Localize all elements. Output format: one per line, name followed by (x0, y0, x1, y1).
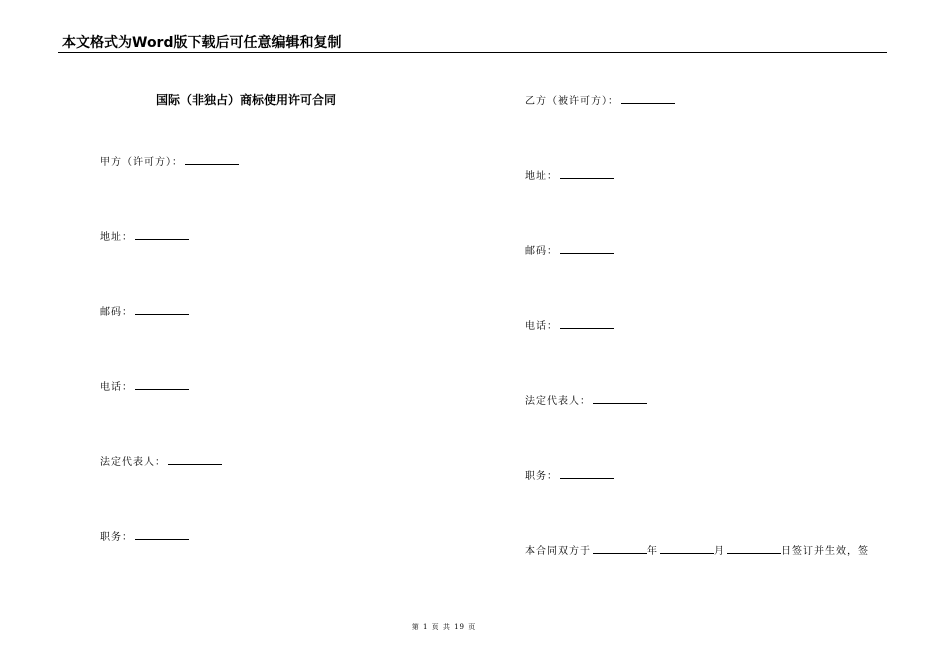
party-b-representative-blank[interactable] (593, 393, 647, 404)
party-a-address-blank[interactable] (135, 229, 189, 240)
party-a-phone-label: 电话： (100, 382, 133, 393)
closing-year-label: 年 (647, 546, 658, 557)
party-a-position-label: 职务： (100, 532, 133, 543)
party-a-blank[interactable] (185, 154, 239, 165)
party-b-phone-field (525, 318, 614, 334)
party-b-blank[interactable] (621, 93, 675, 104)
party-a-postcode-label: 邮码： (100, 307, 133, 318)
party-a-representative-label: 法定代表人： (100, 457, 166, 468)
closing-month-blank[interactable] (660, 543, 714, 554)
document-title: 国际（非独占）商标使用许可合同 (156, 93, 337, 107)
party-a-address-label: 地址： (100, 232, 133, 243)
closing-month-label: 月 (714, 546, 725, 557)
party-b-address-label: 地址： (525, 171, 558, 182)
party-b-postcode-blank[interactable] (560, 243, 614, 254)
closing-suffix: 日签订并生效，签 (781, 546, 869, 557)
party-b-postcode-label: 邮码： (525, 246, 558, 257)
party-b-address-blank[interactable] (560, 168, 614, 179)
header-divider (58, 52, 887, 53)
party-a-field (100, 154, 239, 170)
closing-day-blank[interactable] (727, 543, 781, 554)
party-a-address-field (100, 229, 189, 245)
page-number: 第 1 页 共 19 页 (411, 623, 477, 631)
party-b-position-blank[interactable] (560, 468, 614, 479)
closing-prefix: 本合同双方于 (525, 546, 591, 557)
party-b-label: 乙方（被许可方）： (525, 96, 619, 107)
party-b-postcode-field (525, 243, 614, 259)
party-a-phone-blank[interactable] (135, 379, 189, 390)
closing-sentence (525, 543, 869, 559)
party-b-representative-label: 法定代表人： (525, 396, 591, 407)
party-a-postcode-blank[interactable] (135, 304, 189, 315)
party-b-position-field (525, 468, 614, 484)
party-b-phone-label: 电话： (525, 321, 558, 332)
party-a-position-field (100, 529, 189, 545)
party-b-address-field (525, 168, 614, 184)
party-a-postcode-field (100, 304, 189, 320)
party-a-representative-field (100, 454, 222, 470)
party-b-field (525, 93, 675, 109)
party-b-representative-field (525, 393, 647, 409)
closing-year-blank[interactable] (593, 543, 647, 554)
header-title: 本文格式为Word版下载后可任意编辑和复制 (62, 35, 342, 51)
party-a-representative-blank[interactable] (168, 454, 222, 465)
party-a-label: 甲方（许可方）： (100, 157, 183, 168)
party-b-phone-blank[interactable] (560, 318, 614, 329)
party-a-phone-field (100, 379, 189, 395)
party-a-position-blank[interactable] (135, 529, 189, 540)
party-b-position-label: 职务： (525, 471, 558, 482)
